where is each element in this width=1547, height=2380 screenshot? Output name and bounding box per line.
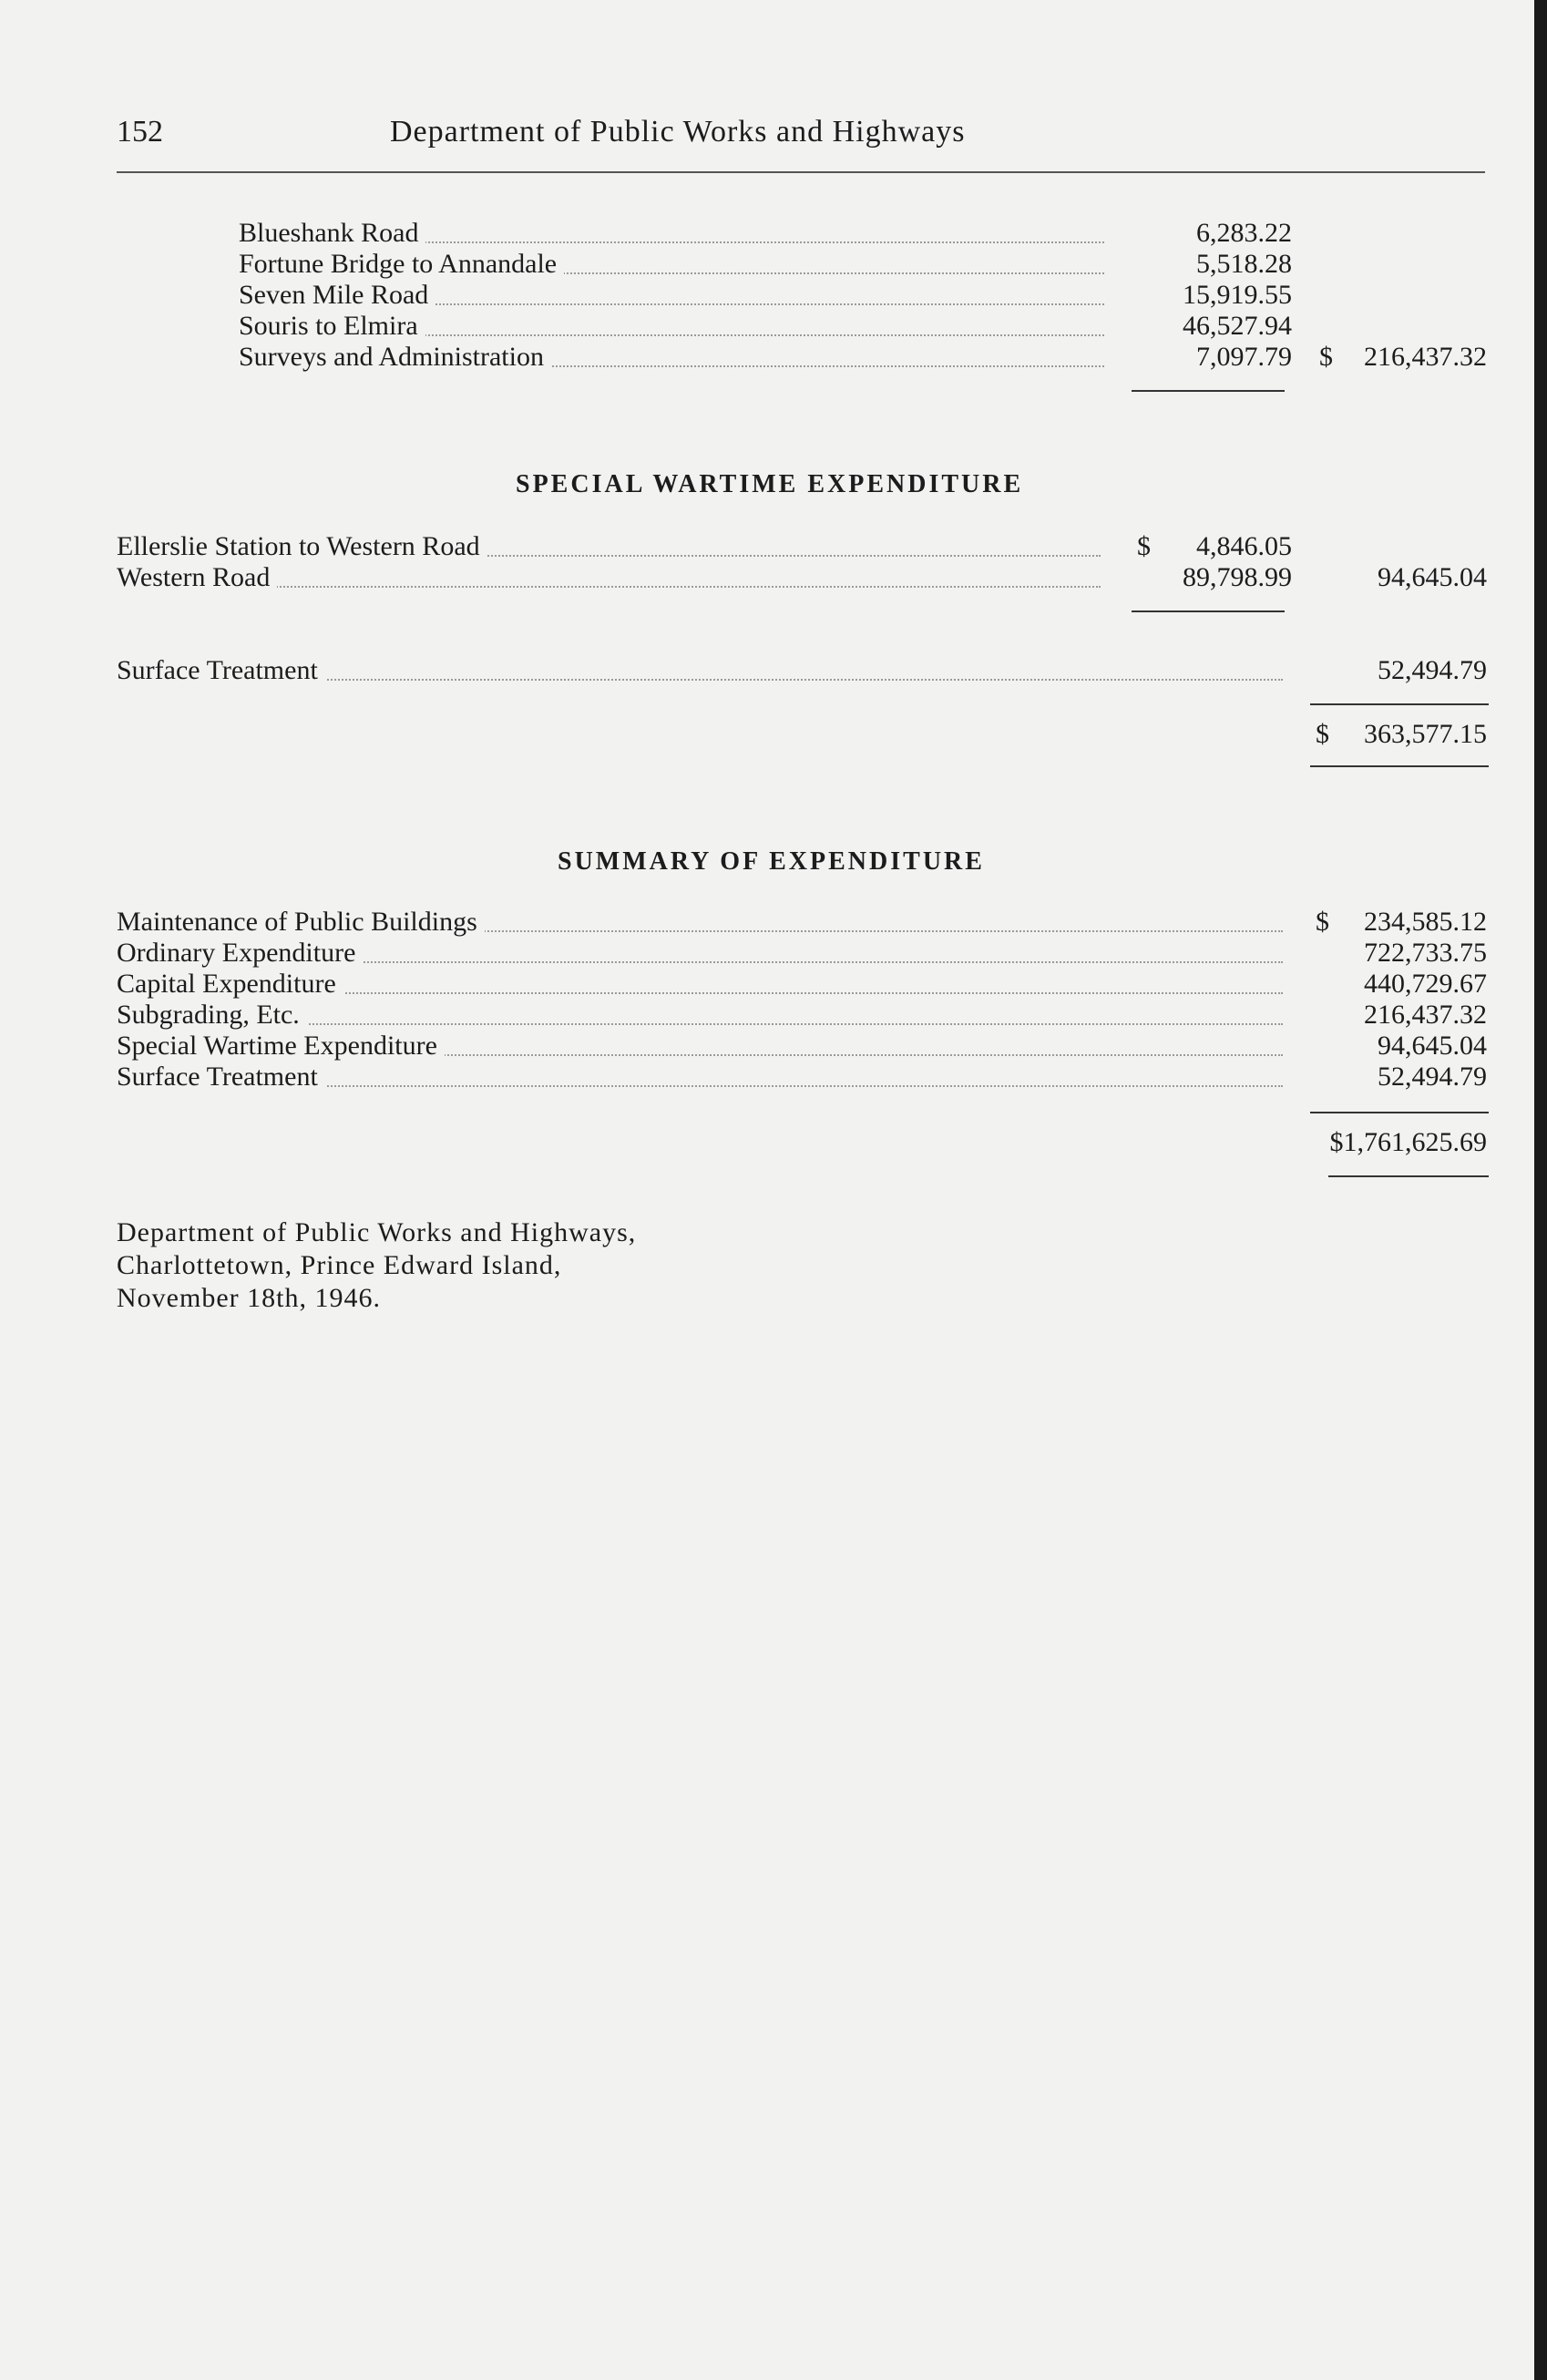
running-head: Department of Public Works and Highways (390, 115, 966, 149)
section-heading: SPECIAL WARTIME EXPENDITURE (516, 470, 1024, 498)
page-edge (1534, 0, 1547, 2380)
item-label: Blueshank Road (239, 217, 425, 250)
subtotal-rule (1132, 390, 1285, 392)
list-item (117, 1061, 1496, 1093)
total-rule (1328, 1175, 1489, 1177)
list-item (117, 1030, 1496, 1062)
total-rule (1310, 703, 1489, 705)
wartime-total: 94,645.04 (1378, 562, 1487, 592)
list-item (239, 310, 1292, 343)
surface-amount: 52,494.79 (1378, 655, 1487, 685)
dollar-sign: $ (1316, 907, 1329, 937)
signature-location: Charlottetown, Prince Edward Island, (117, 1250, 562, 1280)
list-item (117, 968, 1496, 1000)
item-label: Seven Mile Road (239, 279, 435, 312)
item-amount: 7,097.79 (1196, 342, 1292, 372)
item-amount: 52,494.79 (1378, 1062, 1487, 1092)
signature-department: Department of Public Works and Highways, (117, 1217, 637, 1247)
page-number: 152 (117, 115, 163, 149)
item-label: Subgrading, Etc. (117, 999, 307, 1031)
total-rule (1310, 1112, 1489, 1113)
item-amount: 234,585.12 (1364, 907, 1487, 937)
item-amount: 5,518.28 (1196, 249, 1292, 279)
dollar-sign: $ (1316, 719, 1329, 749)
list-item (117, 654, 1496, 687)
page-header (117, 115, 1485, 169)
total-rule (1310, 765, 1489, 767)
subtotal-rule (1132, 610, 1285, 612)
dollar-sign: $ (1319, 342, 1333, 372)
item-label: Surface Treatment (117, 1061, 325, 1093)
list-item (117, 999, 1496, 1031)
item-amount: 4,846.05 (1196, 531, 1292, 561)
item-label: Capital Expenditure (117, 968, 343, 1000)
item-amount: 440,729.67 (1364, 969, 1487, 999)
summary-total-row (117, 1126, 1496, 1159)
item-label: Souris to Elmira (239, 310, 425, 343)
list-item (117, 530, 1292, 563)
item-label: Maintenance of Public Buildings (117, 906, 485, 939)
list-item (239, 341, 1496, 374)
section-heading: SUMMARY OF EXPENDITURE (558, 847, 985, 876)
dollar-sign: $ (1137, 531, 1151, 561)
item-amount: 46,527.94 (1183, 311, 1292, 341)
item-amount: 94,645.04 (1378, 1031, 1487, 1061)
list-item (117, 561, 1496, 594)
item-label: Ordinary Expenditure (117, 937, 363, 969)
item-label: Ellerslie Station to Western Road (117, 530, 487, 563)
item-amount: 15,919.55 (1183, 280, 1292, 310)
item-label: Fortune Bridge to Annandale (239, 248, 564, 281)
grand-total: 363,577.15 (1364, 719, 1487, 749)
item-amount: 6,283.22 (1196, 218, 1292, 248)
list-item (117, 906, 1496, 939)
list-item (239, 279, 1292, 312)
item-label: Western Road (117, 561, 277, 594)
summary-total: $1,761,625.69 (1329, 1127, 1487, 1157)
signature-date: November 18th, 1946. (117, 1283, 381, 1313)
list-item (239, 217, 1292, 250)
list-item (117, 937, 1496, 969)
header-rule (117, 171, 1485, 173)
subgrading-total: 216,437.32 (1364, 342, 1487, 372)
item-amount: 722,733.75 (1364, 938, 1487, 968)
item-label: Special Wartime Expenditure (117, 1030, 445, 1062)
item-amount: 89,798.99 (1183, 562, 1292, 592)
grand-total-row (117, 718, 1496, 751)
item-label: Surveys and Administration (239, 341, 551, 374)
list-item (239, 248, 1292, 281)
item-amount: 216,437.32 (1364, 1000, 1487, 1030)
item-label: Surface Treatment (117, 654, 325, 687)
